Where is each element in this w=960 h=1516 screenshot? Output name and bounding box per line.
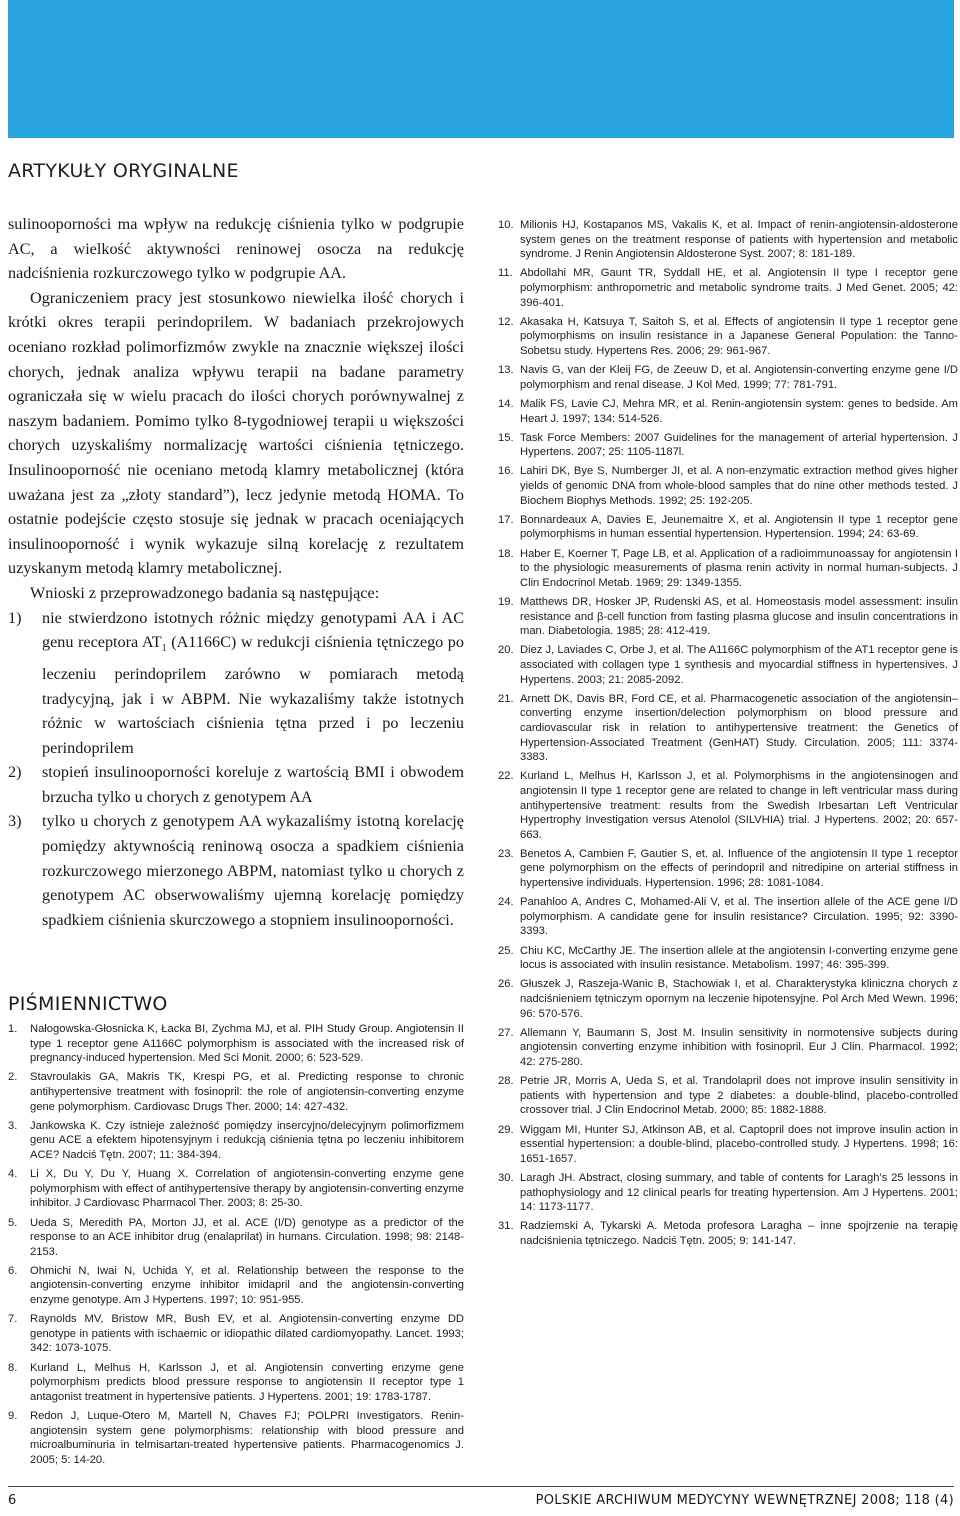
reference-item [498, 431, 958, 460]
reference-item [498, 1171, 958, 1215]
reference-item [498, 464, 958, 508]
references-list-right [498, 218, 958, 1253]
reference-number: 11. [498, 267, 513, 280]
conclusion-item [8, 606, 464, 761]
reference-item [8, 1216, 464, 1260]
reference-text: Li X, Du Y, Du Y, Huang X. Correlation of angiotensin-converting enzyme gene polymorphism with effect of antihypertensive therapy by angiotensin-converting enzyme inhibitor. J Cardiovasc Pharmacol Ther. 2003; 8: 25-30. [30, 1168, 464, 1210]
reference-item [8, 1312, 464, 1356]
reference-item [498, 895, 958, 939]
reference-number: 9. [8, 1410, 18, 1422]
reference-item [498, 266, 958, 310]
reference-item [498, 944, 958, 973]
conclusion-text: nie stwierdzono istotnych różnic między genotypami AA i AC genu receptora AT [42, 608, 464, 652]
reference-text: Bonnardeaux A, Davies E, Jeunemaitre X, et al. Angiotensin II type 1 receptor gene polymorphisms in human essential hypertension. Hypertension. 1994; 24: 63-69. [520, 513, 958, 541]
reference-text: Diez J, Laviades C, Orbe J, et al. The A1166C polymorphism of the AT1 receptor gene is associated with collagen type 1 synthesis and myocardial stiffness in hypertensives. J Hypertens. 2003; 21: 2085-2092. [520, 644, 958, 686]
reference-text: Jankowska K. Czy istnieje zależność pomiędzy insercyjno/delecyjnym polimorfizmem genu ACE a efektem hipotensyjnym i redukcją ciśnienia tętna po leczeniu inhibitorem ACE? Nadciś Tętn. 2007; 11: 384-394. [30, 1119, 464, 1161]
reference-number: 29. [498, 1123, 514, 1136]
reference-text: Akasaka H, Katsuya T, Saitoh S, et al. Effects of angiotensin II type 1 receptor gene polymorphisms on insulin resistance in a Japanese General Population: the Tanno-Sobetsu study. Hypertens Res. 2006; 29: 961-967. [520, 315, 958, 357]
reference-text: Stavroulakis GA, Makris TK, Krespi PG, et al. Predicting response to chronic antihypertensive treatment with fosinopril: the role of angiotensin-converting enzyme gene polymorphism. Cardiovasc Drugs Ther. 2000; 14: 427-432. [30, 1071, 464, 1113]
reference-number: 25. [498, 944, 514, 957]
references-title: PIŚMIENNICTWO [8, 993, 168, 1015]
reference-text: Ueda S, Meredith PA, Morton JJ, et al. ACE (I/D) genotype as a predictor of the response to an ACE inhibitor drug (enalaprilat) in humans. Circulation. 1998; 98: 2148-2153. [30, 1216, 464, 1258]
reference-number: 19. [498, 596, 514, 608]
reference-item [8, 1167, 464, 1211]
reference-text: Ohmichi N, Iwai N, Uchida Y, et al. Relationship between the response to the angiotensin-converting enzyme inhibitor imidapril and the angiotensin-converting enzyme genotype. Am J Hypertens. 1997; 10: 951-955. [30, 1264, 464, 1307]
reference-number: 24. [498, 896, 514, 909]
reference-item [498, 315, 958, 359]
reference-item [498, 513, 958, 542]
reference-number: 5. [8, 1216, 18, 1229]
reference-number: 30. [498, 1171, 514, 1184]
conclusion-item [8, 760, 464, 809]
reference-item [498, 1026, 958, 1070]
reference-text: Radziemski A, Tykarski A. Metoda profesora Laragha – inne spojrzenie na terapię nadciśnienia tętniczego. Nadciś Tętn. 2005; 9: 141-147. [520, 1220, 958, 1247]
reference-text: Kurland L, Melhus H, Karlsson J, et al. Angiotensin converting enzyme gene polymorphism predicts blood pressure response to angiotensin II receptor type 1 antagonist treatment in hypertensive patients. J Hypertens. 2001; 19: 1783-1787. [30, 1361, 464, 1403]
reference-item [8, 1409, 464, 1467]
conclusion-text: tylko u chorych z genotypem AA wykazaliśmy istotną korelację pomiędzy aktywnością reninową osocza a spadkiem ciśnienia rozkurczowego mierzonego ABPM, natomiast tylko u chorych z genotypem AC obserwowaliśmy ujemną korelację pomiędzy spadkiem ciśnienia skurczowego a stopniem insulinooporności. [42, 812, 464, 929]
reference-text: Raynolds MV, Bristow MR, Bush EV, et al. Angiotensin-converting enzyme DD genotype in patients with ischaemic or idiopathic dilated cardiomyopathy. Lancet. 1993; 342: 1073-1075. [30, 1313, 464, 1355]
body-paragraph-2: Ograniczeniem pracy jest stosunkowo niewielka ilość chorych i krótki okres terapii perindoprilem. W badaniach przekrojowych oceniano rozkład polimorfizmów zwykle na znacznie większej ilości chorych, jednak analiza wpływu terapii na badane parametry ograniczała się w wielu pracach do ilości chorych porównywalnej z naszym badaniem. Pomimo tylko 8-tygodniowej terapii u większości chorych uzyskaliśmy normalizację wartości ciśnienia tętniczego. Insulinooporność nie oceniano metodą klamry metabolicznej (która uważana jest za „złoty standard”), lecz jedynie metodą HOMA. To ostatnie podejście często stosuje się jednak w pracach oceniających insulinooporność i wynik wykazuje silną korelację z rezultatem uzyskanym metodą klamry metabolicznej. [8, 288, 464, 578]
reference-number: 17. [498, 513, 514, 526]
reference-number: 16. [498, 465, 514, 478]
reference-number: 15. [498, 431, 514, 444]
reference-item [498, 1074, 958, 1118]
journal-name: POLSKIE ARCHIWUM MEDYCYNY WEWNĘTRZNEJ 2008; 118 (4) [535, 1493, 954, 1508]
reference-item [498, 363, 958, 392]
reference-item [8, 1119, 464, 1163]
reference-number: 27. [498, 1026, 514, 1039]
conclusion-number: 3) [8, 812, 22, 831]
reference-text: Task Force Members: 2007 Guidelines for the management of arterial hypertension. J Hypertens. 2007; 25: 1105-1187l. [520, 431, 958, 459]
reference-text: Chiu KC, McCarthy JE. The insertion allele at the angiotensin I-converting enzyme gene locus is associated with insulin resistance. Metabolism. 1997; 46: 395-399. [520, 944, 958, 972]
reference-number: 6. [8, 1264, 18, 1277]
reference-item [498, 692, 958, 765]
reference-number: 8. [8, 1361, 18, 1374]
reference-item [8, 1022, 464, 1066]
reference-item [498, 847, 958, 891]
page-number: 6 [8, 1493, 17, 1508]
reference-number: 18. [498, 547, 514, 560]
reference-item [498, 1123, 958, 1167]
reference-text: Laragh JH. Abstract, closing summary, and table of contents for Laragh’s 25 lessons in pathophysiology and 12 clinical pearls for treating hypertension. Am J Hypertens. 2001; 14: 1173-1177. [520, 1171, 958, 1214]
reference-text: Nałogowska-Głosnicka K, Łacka BI, Zychma MJ, et al. PIH Study Group. Angiotensin II type 1 receptor gene A1166C polymorphism is associated with the increased risk of pregnancy-induced hypertension. Med Sci Monit. 2000; 6: 523-529. [30, 1023, 464, 1065]
reference-item [498, 547, 958, 591]
reference-number: 14. [498, 397, 514, 410]
reference-text: Navis G, van der Kleij FG, de Zeeuw D, et al. Angiotensin-converting enzyme gene I/D polymorphism and renal disease. J Kol Med. 1999; 77: 781-791. [520, 364, 958, 391]
reference-number: 31. [498, 1220, 514, 1233]
reference-text: Głuszek J, Raszeja-Wanic B, Stachowiak I, et al. Charakterystyka kliniczna chorych z nadciśnieniem tętniczym opornym na leczenie hipotensyjne. Pol Arch Med Wewn. 1996; 96: 570-576. [520, 978, 958, 1020]
section-title: ARTYKUŁY ORYGINALNE [8, 160, 239, 182]
reference-item [498, 218, 958, 262]
body-paragraph-1: sulinooporności ma wpływ na redukcję ciśnienia tylko w podgrupie AC, a wielkość aktywności reninowej osocza na redukcję nadciśnienia rozkurczowego tylko w podgrupie AA. [8, 215, 464, 283]
reference-number: 4. [8, 1168, 18, 1181]
reference-number: 26. [498, 978, 514, 991]
reference-item [498, 977, 958, 1021]
conclusions-intro: Wnioski z przeprowadzonego badania są następujące: [30, 583, 380, 602]
conclusion-number: 1) [8, 608, 22, 627]
reference-text: Matthews DR, Hosker JP, Rudenski AS, et al. Homeostasis model assessment: insulin resistance and β-cell function from fasting plasma glucose and insulin concentrations in man. Diabetologia. 1985; 28: 412-419. [520, 596, 958, 638]
conclusion-subscript: 1 [161, 643, 167, 655]
reference-text: Kurland L, Melhus H, Karlsson J, et al. Polymorphisms in the angiotensinogen and angiotensin II type 1 receptor gene are related to change in left ventricular mass during antihypertensive treatment: results from the Swedish Irbesartan Left Ventricular Hypertrophy Investigation versus Atenolol (SILVHIA) trial. J Hypertens. 2002; 20: 657-663. [520, 770, 958, 841]
reference-text: Panahloo A, Andres C, Mohamed-Ali V, et al. The insertion allele of the ACE gene I/D polymorphism. A candidate gene for insulin resistance? Circulation. 1995; 92: 3390-3393. [520, 896, 958, 938]
reference-item [498, 397, 958, 426]
reference-text: Arnett DK, Davis BR, Ford CE, et al. Pharmacogenetic association of the angiotensin–converting enzyme insertion/delection polymorphism on blood pressure and cardiovascular risk in relation to antihypertensive treatment: the Genetics of Hypertension-Associated Treatment (GenHAT) Study. Circulation. 2005; 111: 3374-3383. [520, 692, 958, 764]
reference-text: Redon J, Luque-Otero M, Martell N, Chaves FJ; POLPRI Investigators. Renin-angiotensin system gene polymorphisms: relationship with blood pressure and microalbuminuria in telmisartan-treated hypertensive patients. Pharmacogenomics J. 2005; 5: 14-20. [30, 1410, 464, 1466]
reference-number: 28. [498, 1075, 514, 1088]
conclusion-item [8, 809, 464, 932]
reference-number: 12. [498, 315, 514, 328]
reference-item [498, 1219, 958, 1248]
reference-number: 1. [8, 1023, 18, 1035]
reference-number: 3. [8, 1119, 18, 1132]
reference-number: 7. [8, 1313, 18, 1326]
reference-number: 13. [498, 364, 514, 377]
reference-text: Allemann Y, Baumann S, Jost M. Insulin sensitivity in normotensive subjects during angiotensin converting enzyme inhibition with fosinopril. Eur J Clin. Pharmacol. 1992; 42: 275-280. [520, 1026, 958, 1068]
article-body [8, 212, 464, 932]
reference-item [8, 1264, 464, 1308]
reference-text: Petrie JR, Morris A, Ueda S, et al. Trandolapril does not improve insulin sensitivity in patients with hypertension and type 2 diabetes: a double-blind, placebo-controlled crossover trial. J Clin Endocrinol Metab. 2000; 85: 1882-1888. [520, 1075, 958, 1117]
reference-text: Benetos A, Cambien F, Gautier S, et. al. Influence of the angiotensin II type 1 receptor gene polymorphism on the effects of perindopril and nitredipine on arterial stiffness in hypertensive individuals. Hypertension. 1996; 28: 1081-1084. [520, 847, 958, 890]
reference-text: Haber E, Koerner T, Page LB, et al. Application of a radioimmunoassay for angiotensin I to the physiologic measurements of plasma renin activity in normal human-subjects. J Clin Endocrinol Metab. 1969; 29: 1349-1355. [520, 547, 958, 589]
header-color-bar [8, 0, 954, 138]
footer-divider [8, 1486, 954, 1487]
references-list-left [8, 1022, 464, 1472]
reference-number: 10. [498, 219, 514, 231]
reference-text: Milionis HJ, Kostapanos MS, Vakalis K, et al. Impact of renin-angiotensin-aldosterone system genes on the treatment response of patients with hypertension and metabolic syndrome. J Renin Angiotensin Aldosterone Syst. 2007; 8: 181-189. [520, 219, 958, 261]
reference-number: 23. [498, 847, 514, 860]
reference-item [498, 769, 958, 842]
conclusion-text: stopień insulinooporności koreluje z wartością BMI i obwodem brzucha tylko u chorych z genotypem AA [42, 763, 464, 806]
reference-item [8, 1070, 464, 1114]
reference-item [498, 643, 958, 687]
reference-number: 21. [498, 692, 514, 705]
reference-item [8, 1361, 464, 1405]
conclusions-list [8, 606, 464, 933]
reference-number: 20. [498, 644, 514, 657]
reference-number: 2. [8, 1071, 18, 1084]
reference-text: Wiggam MI, Hunter SJ, Atkinson AB, et al. Captopril does not improve insulin action in essential hypertension: a double-blind, placebo-controlled study. J Hypertens. 1998; 16: 1651-1657. [520, 1123, 958, 1165]
reference-number: 22. [498, 770, 514, 783]
reference-item [498, 595, 958, 639]
conclusion-text-cont: (A1166C) w redukcji ciśnienia tętniczego po leczeniu perindoprilem zarówno w pomiarach metodą tradycyjną, jak i w ABPM. Nie wykazaliśmy także istotnych różnic w wartościach ciśnienia tętna przed i po leczeniu perindoprilem [42, 633, 464, 757]
reference-text: Abdollahi MR, Gaunt TR, Syddall HE, et al. Angiotensin II type I receptor gene polymorphism: anthropometric and metabolic syndrome traits. J Med Genet. 2005; 42: 396-401. [520, 267, 958, 309]
reference-text: Lahiri DK, Bye S, Numberger JI, et al. A non-enzymatic extraction method gives higher yields of genomic DNA from whole-blood samples that do nine other methods tested. J Biochem Biophys Methods. 1992; 25: 192-205. [520, 465, 958, 507]
reference-text: Malik FS, Lavie CJ, Mehra MR, et al. Renin-angiotensin system: genes to bedside. Am Heart J. 1997; 134: 514-526. [520, 397, 958, 425]
conclusion-number: 2) [8, 763, 22, 782]
